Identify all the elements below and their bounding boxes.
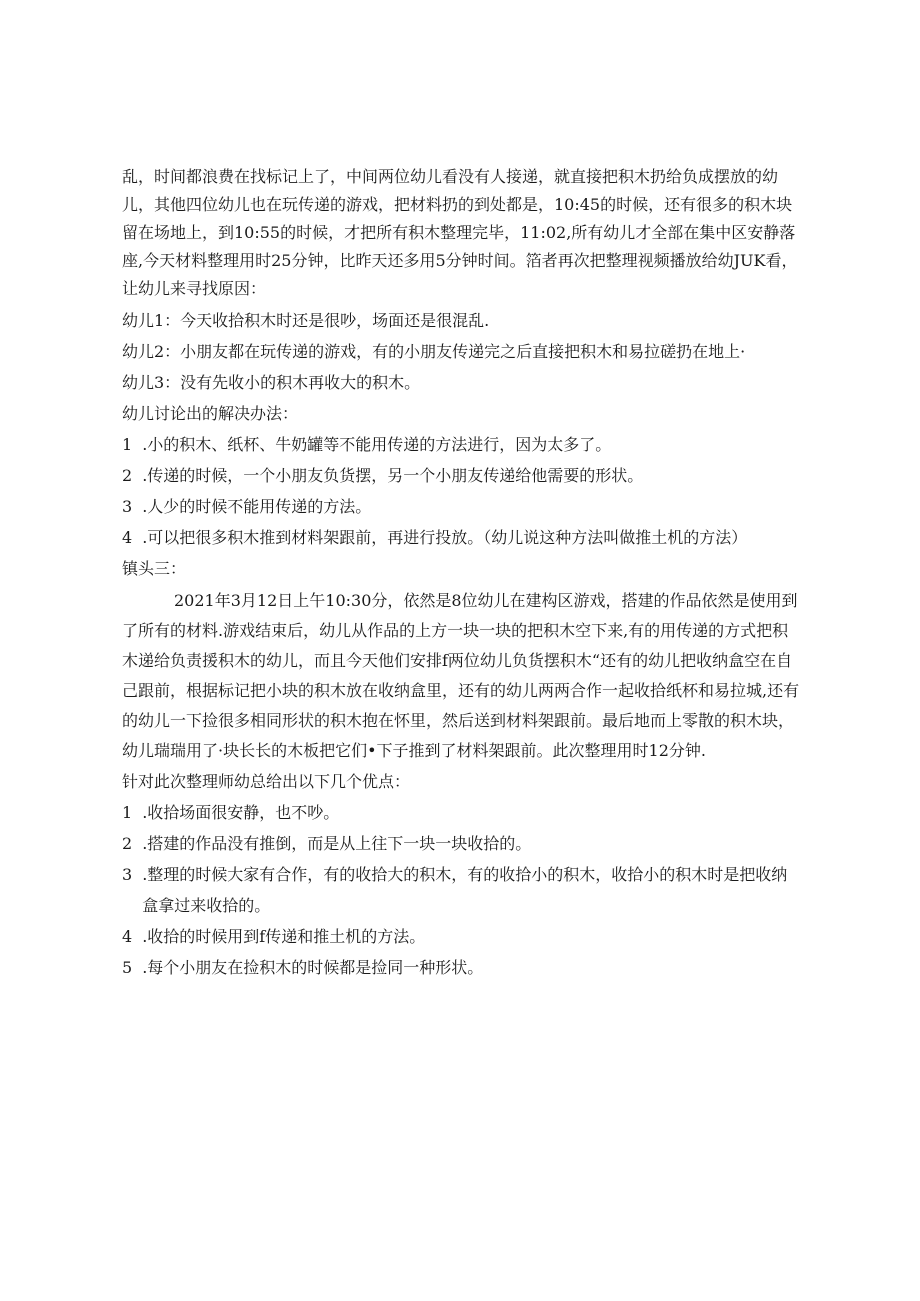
child-3-statement: 幼儿3：没有先收小的积木再收大的积木。 [122, 373, 421, 392]
list-number: 3 [122, 497, 133, 516]
list-number: 2 [122, 466, 133, 485]
paragraph-continued: 乱，时间都浪费在找标记上了，中间两位幼儿看没有人接递，就直接把积木扔给负成摆放的幼儿，其他四位幼儿也在玩传递的游戏，把材料扔的到处都是，10:45的时候，还有很多的积木块留在场地上，到10:55的时候，才把所有积木整理完毕，11:02,所有幼儿才全部在集中区安静落座,今天材料整理用时25分钟，比昨天还多用5分钟时间。箔者再次把整理视频播放给幼JUK看，让幼儿来寻找原因： [122, 167, 798, 298]
solutions-heading: 幼儿讨论出的解决办法： [122, 404, 299, 423]
list-text: .小的积木、纸杯、牛奶罐等不能用传递的方法进行，因为太多了。 [142, 435, 612, 454]
child-1-statement: 幼儿1：今天收拾积木时还是很吵，场面还是很混乱. [122, 311, 490, 330]
list-text: .可以把很多积木推到材料架跟前，再进行投放。（幼儿说这种方法叫做推土机的方法） [142, 528, 748, 547]
list-item [122, 491, 802, 522]
list-item [122, 797, 802, 828]
list-text: .收拾的时候用到f传递和推土机的方法。 [142, 927, 426, 946]
child-2-statement: 幼儿2：小朋友都在玩传递的游戏，有的小朋友传递完之后直接把积木和易拉磋扔在地上· [122, 342, 746, 361]
list-text: .搭建的作品没有推倒，而是从上往下一块一块收拾的。 [142, 834, 532, 853]
list-number: 1 [122, 435, 133, 454]
list-number: 3 [122, 865, 133, 884]
document-body [122, 163, 802, 983]
list-number: 4 [122, 528, 133, 547]
list-number: 1 [122, 803, 133, 822]
list-item [122, 828, 802, 859]
section-title: 镇头三： [122, 559, 187, 578]
list-number: 4 [122, 927, 133, 946]
list-item [122, 460, 802, 491]
list-item [122, 952, 802, 983]
list-text: .人少的时候不能用传递的方法。 [142, 497, 372, 516]
advantages-list [122, 797, 802, 983]
list-item [122, 921, 802, 952]
solutions-list [122, 429, 802, 553]
list-number: 2 [122, 834, 133, 853]
list-text: .整理的时候大家有合作，有的收拾大的积木，有的收拾小的积木，收拾小的积木时是把收纳盒拿过来收拾的。 [142, 865, 788, 915]
list-item [122, 429, 802, 460]
list-item [122, 859, 802, 921]
list-text: .传递的时候，一个小朋友负货摆，另一个小朋友传递给他需要的形状。 [142, 466, 644, 485]
list-item [122, 522, 802, 553]
paragraph-event: 2021年3月12日上午10:30分，依然是8位幼儿在建构区游戏，搭建的作品依然是使用到了所有的材料.游戏结束后，幼儿从作品的上方一块一块的把积木空下来,有的用传递的方式把积木递给负责援积木的幼儿，而且今天他们安排f两位幼儿负货摆积木“还有的幼儿把收纳盒空在自己跟前，根据标记把小块的积木放在收纳盒里，还有的幼儿两两合作一起收拾纸杯和易拉城,还有的幼儿一下捡很多相同形状的积木抱在怀里，然后送到材料架跟前。最后地而上零散的积木块，幼儿瑞瑞用了·块长长的木板把它们•下子推到了材料架跟前。此次整理用时12分钟. [122, 591, 800, 760]
list-number: 5 [122, 958, 133, 977]
list-text: .收拾场面很安静，也不吵。 [142, 803, 340, 822]
list-text: .每个小朋友在捡积木的时候都是捡同一种形状。 [142, 958, 484, 977]
advantages-heading: 针对此次整理师幼总给出以下几个优点： [122, 772, 411, 791]
